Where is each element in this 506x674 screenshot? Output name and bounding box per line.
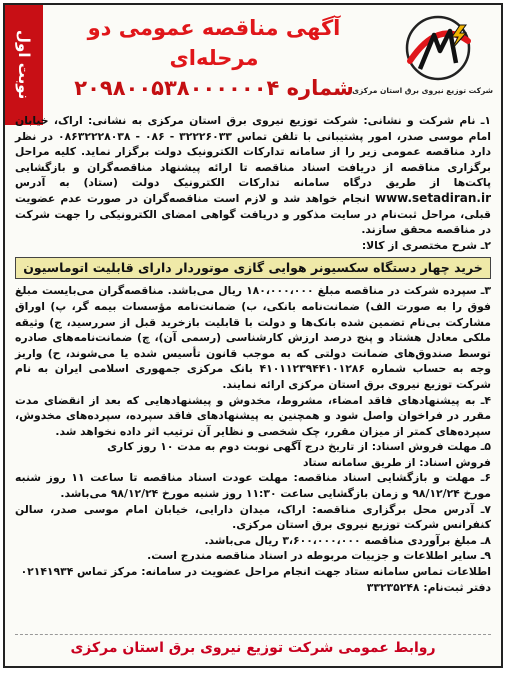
clause-3: ۳ـ سپرده شرکت در مناقصه مبلغ ۱۸۰،۰۰۰،۰۰۰ ریال می‌باشد. مناقصه‌گران می‌بایست مبلغ فوق را به صورت الف) ضمانت‌نامه بانکی، ب) ضمانت‌نامه مؤسسات بیمه گر، پ) اوراق مشارکت بی‌نام تضمین شده بانک‌ها و دولت با قابلیت بازخرید قبل از سررسید، ج) وثیقه ملکی معادل هشتاد و پنج درصد ارزش کارشناسی (رسمی آن)، چ) ضمانت‌نامه‌های صادره توسط صندوق‌های ضمانت دولتی که به موجب قانون تأسیس شده یا می‌شوند، ح) واریز وجه به حساب شماره ۴۱۰۱۱۲۳۹۴۴۱۰۱۲۸۶ بانک مرکزی جمهوری اسلامی ایران به نام شرکت توزیع نیروی برق استان مرکزی ارائه نمایند. — [15, 284, 491, 391]
power-distribution-logo-icon — [390, 11, 486, 85]
public-relations-footer: روابط عمومی شرکت توزیع نیروی برق استان مرکزی — [15, 634, 491, 656]
tender-subject-box: خرید چهار دستگاه سکسیونر هوایی گازی موتوردار دارای قابلیت اتوماسیون — [15, 257, 491, 279]
clause-9: ۹ـ سایر اطلاعات و جزییات مربوطه در اسناد مناقصه مندرج است. — [147, 549, 491, 563]
clause-1-text-end: انجام خواهد شد و لازم است مناقصه‌گران در صورت عدم عضویت قبلی، مراحل ثبت‌نام در سایت مذکور و دریافت گواهی امضای الکترونیکی را جهت شرکت در مناقصه محقق سازند. — [15, 191, 491, 237]
advertisement-header — [49, 13, 379, 103]
clause-8: ۸ـ مبلغ برآوردی مناقصه ۳،۶۰۰،۰۰۰،۰۰۰ ریال می‌باشد. — [204, 533, 491, 547]
advertisement-title: آگهی مناقصه عمومی دو مرحله‌ای — [87, 16, 341, 70]
company-logo — [352, 11, 493, 107]
clause-1 — [15, 113, 491, 238]
clause-4: ۴ـ به پیشنهادهای فاقد امضاء، مشروط، مخدوش و پیشنهادهایی که بعد از انقضای مدت مقرر در فراخوان واصل شود و همچنین به پیشنهادهای فاقد سپرده، سپرده‌های مخدوش، سپرده‌های کمتر از میزان مقرر، چک شخصی و نظایر آن ترتیب اثر داده نخواهد شد. — [15, 393, 491, 438]
setad-contact-info: اطلاعات تماس سامانه ستاد جهت انجام مراحل عضویت در سامانه: مرکز تماس ۰۲۱۴۱۹۳۴ — [20, 565, 491, 579]
registration-office-phone: دفتر ثبت‌نام: ۳۳۲۳۵۲۴۸ — [366, 580, 491, 594]
clause-5-sales: فروش اسناد: از طریق سامانه ستاد — [302, 455, 491, 469]
clause-7: ۷ـ آدرس محل برگزاری مناقصه: اراک، میدان دارایی، خیابان امام موسی صدر، سالن کنفرانس شرکت توزیع نیروی برق استان مرکزی. — [15, 502, 491, 532]
clause-5: ۵ـ مهلت فروش اسناد: از تاریخ درج آگهی نوبت دوم به مدت ۱۰ روز کاری — [107, 440, 491, 454]
company-logo-caption: شرکت توزیع نیروی برق استان مرکزی — [352, 86, 493, 95]
tender-advertisement — [3, 3, 503, 668]
advertisement-body — [15, 113, 491, 595]
first-publication-badge — [5, 5, 43, 125]
clause-1-text-start: ۱ـ نام شرکت و نشانی: شرکت توزیع نیروی برق استان مرکزی به نشانی: اراک، خیابان امام موسی صدر، امور پشتیبانی با تلفن تماس ۳۲۲۲۶۰۳۳ - ۰۸۶ - ۰۸۶۳۲۲۲۸۰۳۸ در نظر دارد مناقصه عمومی زیر را از سامانه تدارکات الکترونیک دولت برگزار نماید. کلیه مراحل برگزاری مناقصه از دریافت اسناد مناقصه تا ارائه پیشنهاد مناقصه‌گران و بازگشایی پاکت‌ها از طریق درگاه سامانه تدارکات الکترونیک دولت (ستاد) به آدرس — [15, 114, 492, 190]
clause-6: ۶ـ مهلت و بازگشایی اسناد مناقصه: مهلت عودت اسناد مناقصه تا ساعت ۱۱ روز شنبه مورخ ۹۸/۱۲/۲۴ و زمان بازگشایی ساعت ۱۱:۳۰ روز شنبه مورخ ۹۸/۱۲/۲۴ می‌باشد. — [15, 471, 492, 501]
clause-2: ۲ـ شرح مختصری از کالا: — [361, 238, 491, 252]
first-publication-label: نوبت اول — [15, 30, 33, 100]
tender-number: شماره ۲۰۹۸۰۰۵۳۸۰۰۰۰۰۰۴ — [74, 76, 354, 100]
setad-website-link[interactable]: www.setadiran.ir — [374, 190, 491, 205]
